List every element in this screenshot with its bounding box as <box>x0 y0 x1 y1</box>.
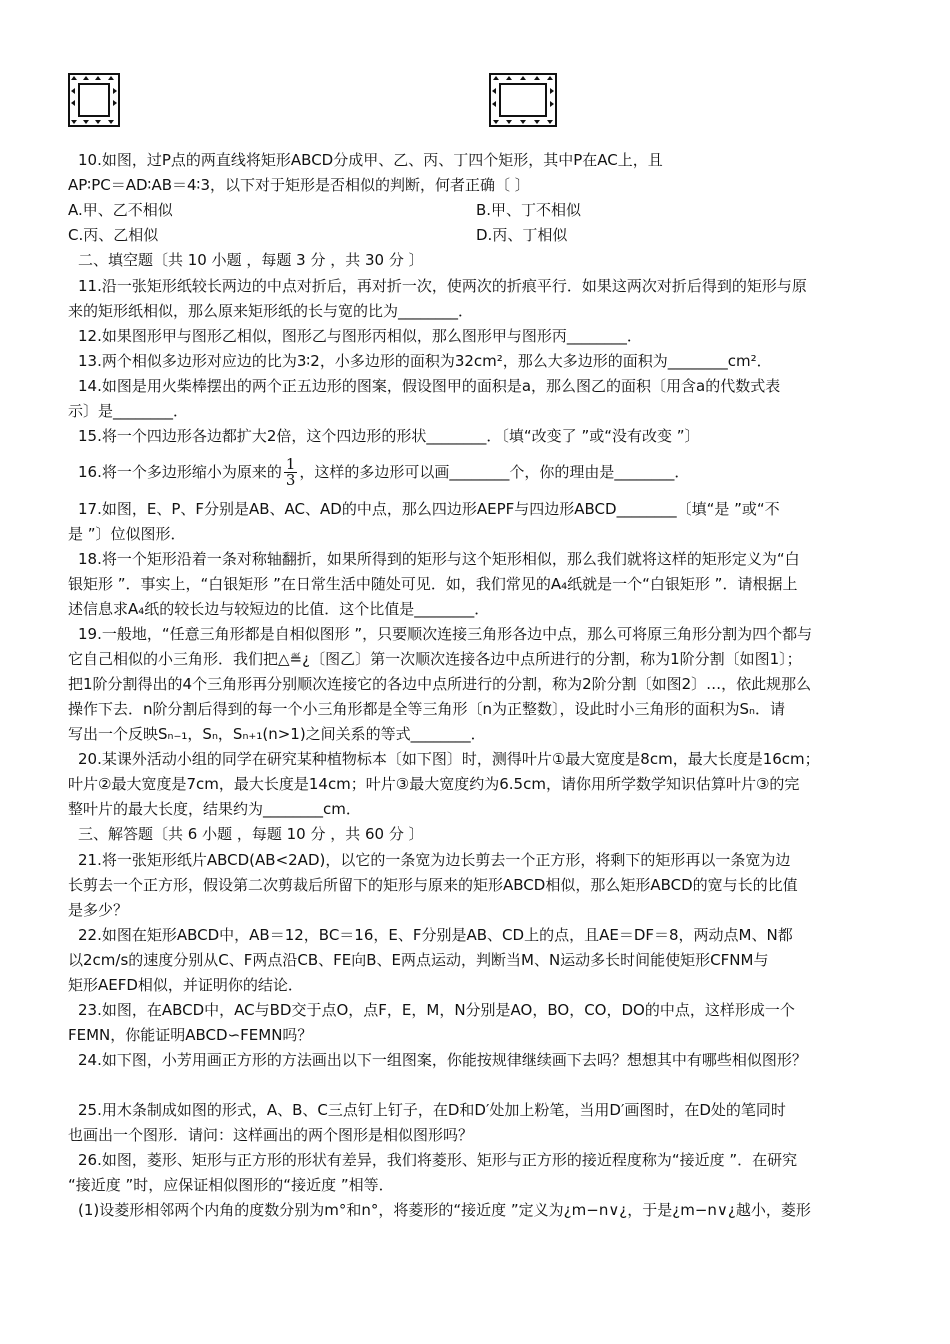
q24-text: 24.如下图，小芳用画正方形的方法画出以下一组图案，你能按规律继续画下去吗？想想其中有哪些相似图形？ <box>78 1051 807 1069</box>
q18-line-3: 述信息求A₄纸的较长边与较短边的比值．这个比值是________． <box>68 600 490 618</box>
q19-line-2: 它自己相似的小三角形．我们把△≝¿〔图乙〕第一次顺次连接各边中点所进行的分割，称为1阶分割〔如图1〕； <box>68 650 802 668</box>
q22-line-2: 以2cm/s的速度分别从C、F两点沿CB、FE向B、E两点运动，判断当M、N运动多长时间能使矩形CFNM与 <box>68 951 769 969</box>
q17-line-2: 是 ”〕位似图形． <box>68 525 186 543</box>
q11-line-1: 11.沿一张矩形纸较长两边的中点对折后，再对折一次，使两次的折痕平行．如果这两次对折后得到的矩形与原 <box>78 277 807 295</box>
q14-line-1: 14.如图是用火柴棒摆出的两个正五边形的图案，假设图甲的面积是a，那么图乙的面积〔用含a的代数式表 <box>78 377 781 395</box>
q10-option-c: C.丙、乙相似 <box>68 226 159 244</box>
section-2-header: 二、填空题〔共 10 小题 ，每题 3 分 ，共 30 分 〕 <box>78 251 424 269</box>
q16-before: 16.将一个多边形缩小为原来的 <box>78 463 282 481</box>
q10-option-a: A.甲、乙不相似 <box>68 201 173 219</box>
q14-line-2: 示〕是________． <box>68 402 189 420</box>
q26-line-3: (1)设菱形相邻两个内角的度数分别为m°和n°，将菱形的“接近度 ”定义为¿m−n∨¿，于是¿m−n∨¿越小，菱形 <box>78 1201 811 1219</box>
q20-line-2: 叶片②最大宽度是7cm，最大长度是14cm；叶片③最大宽度约为6.5cm，请你用所学数学知识估算叶片③的完 <box>68 775 800 793</box>
q19-line-4: 操作下去．n阶分割后得到的每一个小三角形都是全等三角形〔n为正整数〕，设此时小三角形的面积为Sₙ．请 <box>68 700 786 718</box>
q26-line-2: “接近度 ”时，应保证相似图形的“接近度 ”相等． <box>68 1176 394 1194</box>
q21-line-3: 是多少？ <box>68 901 129 919</box>
q15-text: 15.将一个四边形各边都扩大2倍，这个四边形的形状________．〔填“改变了 ”或“没有改变 ”〕 <box>78 427 700 445</box>
q16-fraction <box>284 457 298 488</box>
q10-option-d: D.丙、丁相似 <box>476 226 568 244</box>
q16-fraction-denominator: 3 <box>285 471 296 489</box>
q19-line-1: 19.一般地，“任意三角形都是自相似图形 ”，只要顺次连接三角形各边中点，那么可将原三角形分割为四个都与 <box>78 625 813 643</box>
q11-line-2: 来的矩形纸相似，那么原来矩形纸的长与宽的比为________． <box>68 302 474 320</box>
q21-line-2: 长剪去一个正方形，假设第二次剪裁后所留下的矩形与原来的矩形ABCD相似，那么矩形ABCD的宽与长的比值 <box>68 876 798 894</box>
square-frame-figure <box>68 73 120 127</box>
q10-line-1: 10.如图，过P点的两直线将矩形ABCD分成甲、乙、丙、丁四个矩形，其中P在AC上，且 <box>78 151 663 169</box>
q25-line-2: 也画出一个图形．请问：这样画出的两个图形是相似图形吗？ <box>68 1126 474 1144</box>
q20-line-3: 整叶片的最大长度，结果约为________cm． <box>68 800 361 818</box>
q12-text: 12.如果图形甲与图形乙相似，图形乙与图形丙相似，那么图形甲与图形丙________． <box>78 327 642 345</box>
q18-line-2: 银矩形 ”．事实上，“白银矩形 ”在日常生活中随处可见．如，我们常见的A₄纸就是一个“白银矩形 ”．请根据上 <box>68 575 798 593</box>
q21-line-1: 21.将一张矩形纸片ABCD(AB<2AD)，以它的一条宽为边长剪去一个正方形，将剩下的矩形再以一条宽为边 <box>78 851 791 869</box>
q19-line-3: 把1阶分割得出的4个三角形再分别顺次连接它的各边中点所进行的分割，称为2阶分割〔如图2〕…，依此规那么 <box>68 675 812 693</box>
q22-line-1: 22.如图在矩形ABCD中，AB＝12，BC＝16，E、F分别是AB、CD上的点，且AE＝DF＝8，两动点M、N都 <box>78 926 793 944</box>
q17-line-1: 17.如图，E、P、F分别是AB、AC、AD的中点，那么四边形AEPF与四边形ABCD________〔填“是 ”或“不 <box>78 500 780 518</box>
q25-line-1: 25.用木条制成如图的形式，A、B、C三点钉上钉子，在D和D′处加上粉笔，当用D′画图时，在D处的笔同时 <box>78 1101 786 1119</box>
q19-line-5: 写出一个反映Sₙ₋₁，Sₙ，Sₙ₊₁(n>1)之间关系的等式________． <box>68 725 486 743</box>
q20-line-1: 20.某课外活动小组的同学在研究某种植物标本〔如下图〕时，测得叶片①最大宽度是8cm，最大长度是16cm； <box>78 750 820 768</box>
q10-option-b: B.甲、丁不相似 <box>476 201 582 219</box>
q13-text: 13.两个相似多边形对应边的比为3∶2，小多边形的面积为32cm²，那么大多边形的面积为________cm²． <box>78 352 772 370</box>
q26-line-1: 26.如图，菱形、矩形与正方形的形状有差异，我们将菱形、矩形与正方形的接近程度称为“接近度 ”．在研究 <box>78 1151 798 1169</box>
q16-after: ，这样的多边形可以画________个，你的理由是________． <box>299 463 690 481</box>
q16-text <box>78 452 898 492</box>
q16-fraction-numerator: 1 <box>285 455 296 473</box>
q23-line-2: FEMN，你能证明ABCD∽FEMN吗？ <box>68 1026 313 1044</box>
rectangle-frame-figure <box>489 73 557 127</box>
q23-line-1: 23.如图，在ABCD中，AC与BD交于点O，点F，E，M，N分别是AO，BO，CO，DO的中点，这样形成一个 <box>78 1001 795 1019</box>
q22-line-3: 矩形AEFD相似，并证明你的结论． <box>68 976 303 994</box>
q18-line-1: 18.将一个矩形沿着一条对称轴翻折，如果所得到的矩形与这个矩形相似，那么我们就将这样的矩形定义为“白 <box>78 550 800 568</box>
q10-line-2: AP∶PC＝AD∶AB＝4∶3，以下对于矩形是否相似的判断，何者正确〔 〕 <box>68 176 530 194</box>
section-3-header: 三、解答题〔共 6 小题 ，每题 10 分 ，共 60 分 〕 <box>78 825 424 843</box>
